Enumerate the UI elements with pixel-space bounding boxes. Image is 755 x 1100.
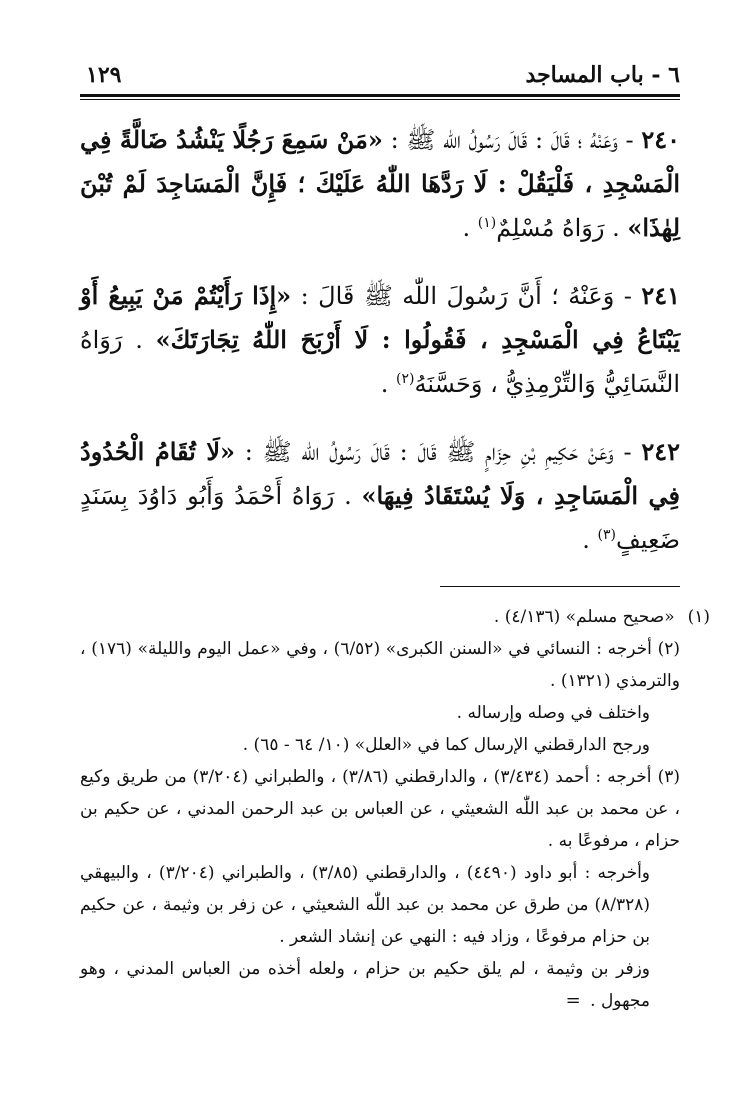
hadith-quote: «إِذَا رَأَيْتُمْ مَنْ يَبِيعُ أَوْ يَبْتَاعُ فِي الْمَسْجِدِ ، فَقُولُوا : لَا أَرْبَحَ اللّٰهُ تِجَارَتَكَ» [80,281,680,354]
section-title: ٦ - باب المساجد [525,62,680,88]
hadith-list [80,118,680,562]
footnotes [80,601,710,1017]
header-rule-thick [80,94,680,97]
footnote-text: أخرجه : النسائي في «السنن الكبرى» (٦/٥٢) ، وفي «عمل اليوم والليلة» (١٧٦) ، والترمذي (١٣٢١) . [80,639,680,691]
book-page [80,58,710,1058]
footnote-number: (٢) [657,639,680,659]
hadith-ending: . [462,214,478,242]
footnote-text: وأخرجه : أبو داود (٤٤٩٠) ، والدارقطني (٣/٨٥) ، والطبراني (٣/٢٠٤) ، والبيهقي (٨/٣٢٨) من طرق عن محمد بن عبد اللّٰه الشعيثي ، عن زفر بن وثيمة ، عن حكيم بن حزام مرفوعًا ، وزاد فيه : النهي عن إنشاد الشعر . [80,863,651,947]
hadith-number: ٢٤٠ [641,125,681,154]
hadith-intro: - وَعَنْهُ ؛ أَنَّ رَسُولَ اللّٰه ﷺ قَالَ : [291,282,642,310]
hadith-ending: . [380,370,397,398]
footnote-2-cont-1 [80,697,680,729]
hadith-ending: . [582,526,598,554]
footnote-2-cont-2 [80,729,680,761]
footnote-text: وزفر بن وثيمة ، لم يلق حكيم بن حزام ، ولعله أخذه من العباس المدني ، وهو مجهول . [80,959,650,1011]
footnote-2 [80,633,680,697]
footnote-ref[interactable]: (١) [477,215,497,231]
hadith-number: ٢٤٢ [641,437,680,466]
footnote-3-cont-2 [80,953,680,1017]
footnote-1 [80,601,710,633]
page-number: ١٢٩ [86,62,122,88]
hadith-quote: «لَا تُقَامُ الْحُدُودُ فِي الْمَسَاجِدِ ، وَلَا يُسْتَقَادُ فِيهَا» [80,437,680,510]
hadith-240 [80,118,680,250]
hadith-intro: - وَعَنْهُ ؛ قَالَ : قَالَ رَسُولُ اللّٰه ﷺ : [382,126,642,154]
hadith-source: . رَوَاهُ مُسْلِمٌ [496,214,628,242]
footnote-ref[interactable]: (٢) [396,371,415,387]
footnote-number: (١) [687,607,710,627]
header-rule-thin [80,99,680,100]
footnote-text: واختلف في وصله وإرساله . [456,703,650,723]
continuation-mark: = [565,990,581,1011]
footnote-text: ورجح الدارقطني الإرسال كما في «العلل» (١٠/ ٦٤ - ٦٥) . [242,735,650,755]
footnote-3 [80,761,680,857]
footnote-separator [440,586,680,587]
hadith-242 [80,430,680,562]
page-header [80,58,680,92]
hadith-source: . رَوَاهُ أَحْمَدُ وَأَبُو دَاوُدَ بِسَنَدٍ ضَعِيفٍ [80,482,680,554]
hadith-241 [80,274,680,406]
hadith-source: . رَوَاهُ النَّسَائِيُّ وَالتِّرْمِذِيُّ ، وَحَسَّنَهُ [80,326,680,398]
hadith-quote: «مَنْ سَمِعَ رَجُلًا يَنْشُدُ ضَالَّةً فِي الْمَسْجِدِ ، فَلْيَقُلْ : لَا رَدَّهَا اللّٰهُ عَلَيْكَ ؛ فَإِنَّ الْمَسَاجِدَ لَمْ تُبْنَ لِهٰذَا» [80,125,680,242]
hadith-intro: - وَعَنْ حَكِيمِ بْنِ حِزَامٍ ﷺ قَالَ : قَالَ رَسُولُ اللّٰه ﷺ : [235,438,642,466]
hadith-number: ٢٤١ [641,281,680,310]
footnote-text: أخرجه : أحمد (٣/٤٣٤) ، والدارقطني (٣/٨٦) ، والطبراني (٣/٢٠٤) من طريق وكيع ، عن محمد بن عبد اللّٰه الشعيثي ، عن العباس بن عبد الرحمن المدني ، عن حكيم بن حزام ، مرفوعًا به . [80,767,680,851]
footnote-number: (٣) [657,767,680,787]
footnote-3-cont-1 [80,857,680,953]
footnote-ref[interactable]: (٣) [597,527,616,543]
footnote-text: «صحيح مسلم» (٤/١٣٦) . [493,607,675,627]
